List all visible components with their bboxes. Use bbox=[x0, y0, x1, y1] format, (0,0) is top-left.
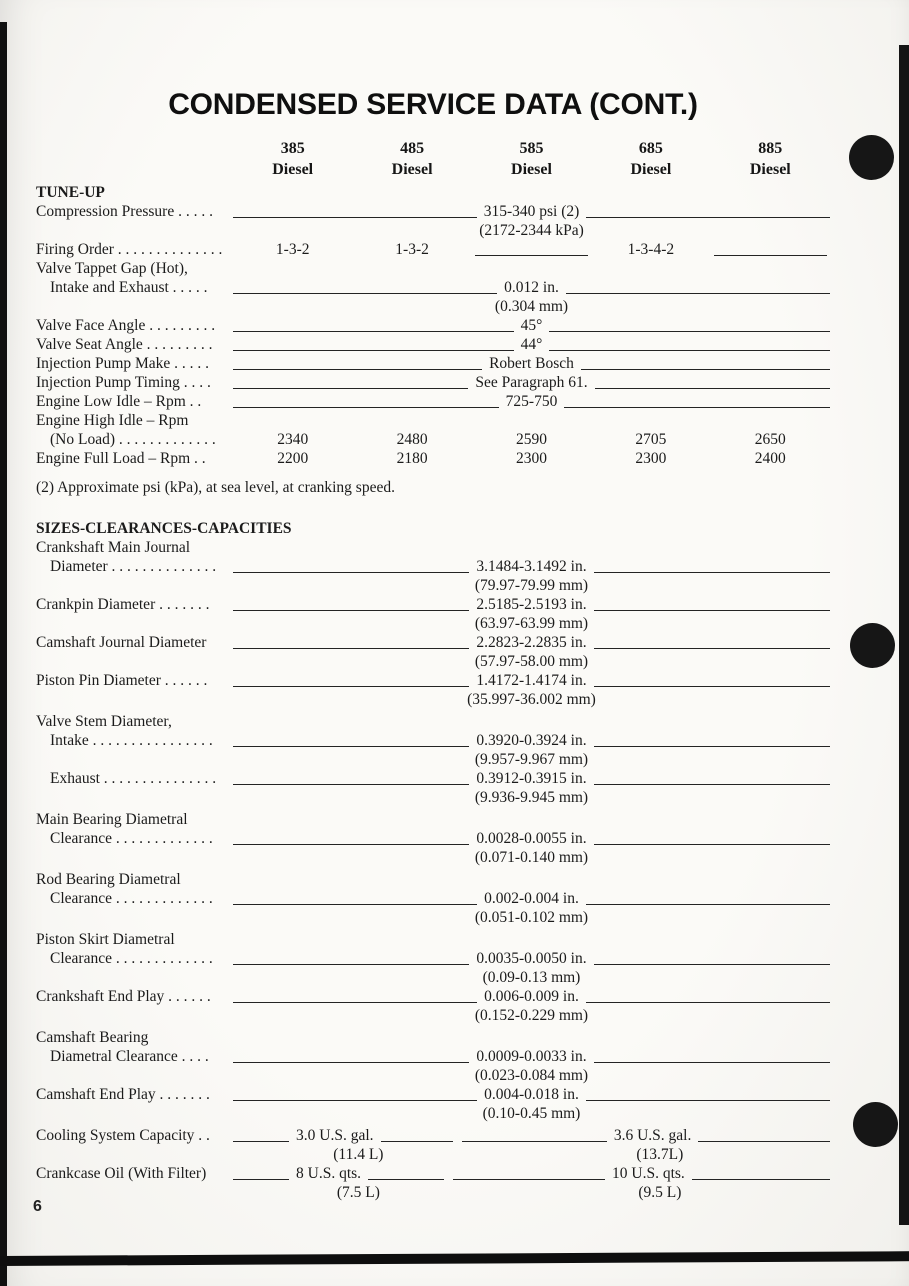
metric-value: (7.5 L) bbox=[336, 1184, 380, 1201]
table-row bbox=[36, 259, 830, 278]
table-row bbox=[36, 373, 830, 392]
metric-value: (57.97-58.00 mm) bbox=[474, 653, 589, 670]
row-label bbox=[36, 908, 233, 927]
row-values bbox=[233, 392, 830, 411]
table-row bbox=[36, 1145, 830, 1164]
row-value: 8 U.S. qts. bbox=[296, 1165, 362, 1182]
row-values bbox=[233, 1085, 830, 1104]
service-data-table bbox=[36, 183, 830, 1202]
row-value: 0.0035-0.0050 in. bbox=[476, 950, 587, 967]
row-label bbox=[36, 788, 233, 807]
row-label bbox=[36, 1183, 233, 1202]
table-row bbox=[36, 1047, 830, 1066]
table-cell: 2650 bbox=[754, 431, 786, 448]
table-row bbox=[36, 769, 830, 788]
binder-hole-icon bbox=[850, 623, 895, 668]
table-row bbox=[36, 908, 830, 927]
column-header bbox=[591, 138, 710, 180]
table-cell: 1-3-2 bbox=[275, 241, 310, 258]
fill-rule bbox=[233, 350, 514, 351]
table-row bbox=[36, 652, 830, 671]
row-value: 0.012 in. bbox=[504, 279, 559, 296]
row-values bbox=[233, 731, 830, 750]
row-values bbox=[233, 240, 830, 259]
row-values bbox=[233, 1183, 830, 1202]
table-row bbox=[36, 538, 830, 557]
metric-value: (0.09-0.13 mm) bbox=[482, 969, 581, 986]
row-values bbox=[233, 968, 830, 987]
metric-value: (9.936-9.945 mm) bbox=[474, 789, 589, 806]
row-value: 0.004-0.018 in. bbox=[484, 1086, 579, 1103]
row-value: 0.3920-0.3924 in. bbox=[476, 732, 587, 749]
fill-rule bbox=[381, 1141, 453, 1142]
fill-rule bbox=[233, 1100, 477, 1101]
fill-rule bbox=[594, 1062, 830, 1063]
row-value: 2.5185-2.5193 in. bbox=[476, 596, 587, 613]
row-values bbox=[233, 1006, 830, 1025]
fill-rule bbox=[594, 964, 830, 965]
row-label bbox=[36, 221, 233, 240]
table-row bbox=[36, 1085, 830, 1104]
table-row bbox=[36, 430, 830, 449]
fill-rule bbox=[233, 746, 469, 747]
row-value: 0.002-0.004 in. bbox=[484, 890, 579, 907]
row-value: 3.6 U.S. gal. bbox=[613, 1127, 692, 1144]
row-label: Cooling System Capacity . . bbox=[36, 1127, 210, 1144]
fill-rule bbox=[233, 1179, 289, 1180]
column-header bbox=[472, 138, 591, 180]
table-row bbox=[36, 690, 830, 709]
row-values bbox=[233, 949, 830, 968]
row-values bbox=[233, 354, 830, 373]
row-values bbox=[233, 889, 830, 908]
row-label bbox=[36, 848, 233, 867]
binder-hole-icon bbox=[849, 135, 894, 180]
table-row bbox=[36, 848, 830, 867]
section-heading bbox=[36, 183, 830, 202]
row-label: Engine High Idle – Rpm bbox=[36, 412, 189, 429]
metric-value: (0.10-0.45 mm) bbox=[482, 1105, 581, 1122]
fill-rule bbox=[549, 350, 830, 351]
row-label: Firing Order . . . . . . . . . . . . . . bbox=[36, 241, 223, 258]
fill-rule bbox=[233, 217, 477, 218]
fill-rule bbox=[233, 1002, 477, 1003]
column-header-spacer bbox=[36, 138, 233, 180]
row-label: Diametral Clearance . . . . bbox=[50, 1048, 209, 1065]
fill-rule bbox=[594, 784, 830, 785]
section-label: SIZES-CLEARANCES-CAPACITIES bbox=[36, 520, 292, 537]
row-label: Engine Low Idle – Rpm . . bbox=[36, 393, 202, 410]
row-values bbox=[233, 987, 830, 1006]
column-model-label: 685 bbox=[638, 140, 663, 157]
fill-rule bbox=[233, 964, 469, 965]
metric-value: (0.051-0.102 mm) bbox=[474, 909, 589, 926]
row-label: Piston Pin Diameter . . . . . . bbox=[36, 672, 208, 689]
fill-rule bbox=[564, 407, 830, 408]
fill-rule bbox=[233, 648, 469, 649]
table-row bbox=[36, 810, 830, 829]
table-row bbox=[36, 949, 830, 968]
metric-value: (0.152-0.229 mm) bbox=[474, 1007, 589, 1024]
fill-rule bbox=[233, 331, 514, 332]
row-label: Exhaust . . . . . . . . . . . . . . . bbox=[50, 770, 217, 787]
metric-value: (9.957-9.967 mm) bbox=[474, 751, 589, 768]
row-label bbox=[36, 1145, 233, 1164]
table-row bbox=[36, 297, 830, 316]
row-label: Intake and Exhaust . . . . . bbox=[50, 279, 208, 296]
row-label: Crankshaft End Play . . . . . . bbox=[36, 988, 211, 1005]
row-label: Intake . . . . . . . . . . . . . . . . bbox=[50, 732, 213, 749]
fill-rule bbox=[233, 388, 468, 389]
fill-rule bbox=[453, 1179, 605, 1180]
fill-rule bbox=[714, 255, 827, 256]
table-row bbox=[36, 750, 830, 769]
table-cell: 2300 bbox=[515, 450, 547, 467]
section-heading bbox=[36, 519, 830, 538]
column-fuel-label: Diesel bbox=[511, 161, 552, 178]
table-cell: 2340 bbox=[277, 431, 309, 448]
fill-rule bbox=[233, 293, 497, 294]
column-header-grid bbox=[233, 138, 830, 180]
table-row bbox=[36, 968, 830, 987]
table-row bbox=[36, 1126, 830, 1145]
row-value: 0.0028-0.0055 in. bbox=[476, 830, 587, 847]
metric-value: (13.7L) bbox=[636, 1146, 684, 1163]
fill-rule bbox=[233, 407, 499, 408]
page-number: 6 bbox=[33, 1198, 42, 1215]
fill-rule bbox=[233, 904, 477, 905]
fill-rule bbox=[475, 255, 588, 256]
table-row bbox=[36, 576, 830, 595]
fill-rule bbox=[595, 388, 830, 389]
row-label: Crankshaft Main Journal bbox=[36, 539, 191, 556]
metric-value: (11.4 L) bbox=[333, 1146, 384, 1163]
table-row bbox=[36, 240, 830, 259]
column-fuel-label: Diesel bbox=[749, 161, 791, 178]
row-values bbox=[233, 221, 830, 240]
row-label: Rod Bearing Diametral bbox=[36, 871, 181, 888]
row-label: Valve Stem Diameter, bbox=[36, 713, 172, 730]
fill-rule bbox=[233, 1141, 289, 1142]
fill-rule bbox=[233, 572, 469, 573]
row-value: See Paragraph 61. bbox=[475, 374, 588, 391]
row-label bbox=[36, 652, 233, 671]
column-header bbox=[711, 138, 830, 180]
page-content bbox=[36, 0, 830, 1202]
table-row bbox=[36, 633, 830, 652]
table-row bbox=[36, 1006, 830, 1025]
row-label: (No Load) . . . . . . . . . . . . . bbox=[50, 431, 216, 448]
row-value: 315-340 psi (2) bbox=[483, 203, 580, 220]
table-row bbox=[36, 278, 830, 297]
fill-rule bbox=[462, 1141, 607, 1142]
fill-rule bbox=[233, 784, 469, 785]
fill-rule bbox=[586, 217, 830, 218]
row-values bbox=[233, 316, 830, 335]
row-value: 2.2823-2.2835 in. bbox=[476, 634, 587, 651]
row-values bbox=[233, 557, 830, 576]
row-values bbox=[233, 829, 830, 848]
row-label bbox=[36, 1104, 233, 1123]
metric-value: (0.071-0.140 mm) bbox=[474, 849, 589, 866]
fill-rule bbox=[368, 1179, 444, 1180]
table-row bbox=[36, 731, 830, 750]
row-values bbox=[233, 430, 830, 449]
table-row bbox=[36, 712, 830, 731]
fill-rule bbox=[581, 369, 830, 370]
row-values bbox=[233, 1066, 830, 1085]
row-label bbox=[36, 1006, 233, 1025]
row-label bbox=[36, 1066, 233, 1085]
column-model-label: 885 bbox=[758, 140, 783, 157]
row-label: Crankpin Diameter . . . . . . . bbox=[36, 596, 210, 613]
row-values bbox=[233, 373, 830, 392]
fill-rule bbox=[549, 331, 830, 332]
table-row bbox=[36, 557, 830, 576]
scan-edge-right bbox=[899, 45, 909, 1225]
row-value: 1.4172-1.4174 in. bbox=[476, 672, 587, 689]
row-label bbox=[36, 297, 233, 316]
row-values bbox=[233, 202, 830, 221]
fill-rule bbox=[698, 1141, 830, 1142]
row-value: 10 U.S. qts. bbox=[612, 1165, 685, 1182]
row-values bbox=[233, 1047, 830, 1066]
row-value: 0.006-0.009 in. bbox=[484, 988, 579, 1005]
row-value: 3.1484-3.1492 in. bbox=[476, 558, 587, 575]
row-values bbox=[233, 1104, 830, 1123]
page-title: CONDENSED SERVICE DATA (CONT.) bbox=[168, 88, 698, 121]
row-values bbox=[233, 335, 830, 354]
scan-edge-left bbox=[0, 22, 7, 1286]
row-values bbox=[233, 1126, 830, 1145]
table-cell: 2180 bbox=[396, 450, 428, 467]
fill-rule bbox=[566, 293, 830, 294]
fill-rule bbox=[586, 1100, 830, 1101]
table-cell: 2705 bbox=[635, 431, 667, 448]
fill-rule bbox=[594, 610, 830, 611]
table-row bbox=[36, 788, 830, 807]
fill-rule bbox=[586, 1002, 830, 1003]
table-row bbox=[36, 671, 830, 690]
table-row bbox=[36, 316, 830, 335]
table-row bbox=[36, 930, 830, 949]
table-cell: 2400 bbox=[754, 450, 786, 467]
fill-rule bbox=[594, 648, 830, 649]
row-values bbox=[233, 633, 830, 652]
row-values bbox=[233, 1145, 830, 1164]
fill-rule bbox=[233, 369, 482, 370]
table-row bbox=[36, 202, 830, 221]
fill-rule bbox=[233, 1062, 469, 1063]
row-label: Clearance . . . . . . . . . . . . . bbox=[50, 950, 213, 967]
column-fuel-label: Diesel bbox=[630, 161, 672, 178]
row-value: 725-750 bbox=[505, 393, 558, 410]
row-values bbox=[233, 769, 830, 788]
row-label: Camshaft Journal Diameter bbox=[36, 634, 207, 651]
column-model-label: 585 bbox=[519, 140, 544, 157]
row-value: 45° bbox=[520, 317, 543, 334]
section-label: TUNE-UP bbox=[36, 184, 105, 201]
row-label bbox=[36, 690, 233, 709]
row-label bbox=[36, 576, 233, 595]
fill-rule bbox=[586, 904, 830, 905]
fill-rule bbox=[233, 610, 469, 611]
column-model-label: 485 bbox=[400, 140, 425, 157]
fill-rule bbox=[692, 1179, 830, 1180]
row-value: 44° bbox=[520, 336, 543, 353]
metric-value: (63.97-63.99 mm) bbox=[474, 615, 589, 632]
table-row bbox=[36, 1183, 830, 1202]
table-cell: 2480 bbox=[396, 431, 428, 448]
row-values bbox=[233, 576, 830, 595]
row-label: Injection Pump Timing . . . . bbox=[36, 374, 211, 391]
row-values bbox=[233, 595, 830, 614]
metric-value: (0.304 mm) bbox=[494, 298, 569, 315]
metric-value: (0.023-0.084 mm) bbox=[474, 1067, 589, 1084]
table-row bbox=[36, 1104, 830, 1123]
fill-rule bbox=[233, 844, 469, 845]
row-label: Crankcase Oil (With Filter) bbox=[36, 1165, 207, 1182]
row-values bbox=[233, 690, 830, 709]
table-cell: 2590 bbox=[515, 431, 547, 448]
fill-rule bbox=[594, 686, 830, 687]
column-headers bbox=[36, 138, 830, 180]
column-fuel-label: Diesel bbox=[272, 161, 314, 178]
metric-value: (79.97-79.99 mm) bbox=[474, 577, 589, 594]
row-values bbox=[233, 1164, 830, 1183]
column-header bbox=[233, 138, 352, 180]
table-row bbox=[36, 987, 830, 1006]
row-values bbox=[233, 297, 830, 316]
column-model-label: 385 bbox=[280, 140, 305, 157]
column-header bbox=[352, 138, 471, 180]
table-row bbox=[36, 335, 830, 354]
table-row bbox=[36, 829, 830, 848]
table-row bbox=[36, 392, 830, 411]
binder-hole-icon bbox=[853, 1102, 898, 1147]
row-label bbox=[36, 968, 233, 987]
row-label: Diameter . . . . . . . . . . . . . . bbox=[50, 558, 217, 575]
row-values bbox=[233, 908, 830, 927]
metric-value: (35.997-36.002 mm) bbox=[467, 691, 596, 708]
row-label: Compression Pressure . . . . . bbox=[36, 203, 213, 220]
row-label bbox=[36, 750, 233, 769]
row-value: 3.0 U.S. gal. bbox=[296, 1127, 374, 1144]
table-row bbox=[36, 614, 830, 633]
fill-rule bbox=[594, 572, 830, 573]
row-label: Camshaft End Play . . . . . . . bbox=[36, 1086, 210, 1103]
table-row bbox=[36, 1164, 830, 1183]
row-label: Valve Tappet Gap (Hot), bbox=[36, 260, 188, 277]
row-label: Injection Pump Make . . . . . bbox=[36, 355, 210, 372]
row-values bbox=[233, 614, 830, 633]
row-values bbox=[233, 671, 830, 690]
row-values bbox=[233, 848, 830, 867]
footnote: (2) Approximate psi (kPa), at sea level, at cranking speed. bbox=[36, 479, 395, 496]
row-label: Valve Face Angle . . . . . . . . . bbox=[36, 317, 216, 334]
row-label: Valve Seat Angle . . . . . . . . . bbox=[36, 336, 213, 353]
table-row bbox=[36, 595, 830, 614]
row-label: Main Bearing Diametral bbox=[36, 811, 188, 828]
table-row bbox=[36, 870, 830, 889]
row-value: 0.3912-0.3915 in. bbox=[476, 770, 587, 787]
table-row bbox=[36, 411, 830, 430]
table-row bbox=[36, 449, 830, 468]
metric-value: (2172-2344 kPa) bbox=[479, 222, 584, 239]
column-fuel-label: Diesel bbox=[391, 161, 433, 178]
row-value: 0.0009-0.0033 in. bbox=[476, 1048, 587, 1065]
row-value: Robert Bosch bbox=[489, 355, 574, 372]
table-row bbox=[36, 354, 830, 373]
table-row bbox=[36, 1028, 830, 1047]
row-label: Clearance . . . . . . . . . . . . . bbox=[50, 830, 213, 847]
row-values bbox=[233, 652, 830, 671]
table-row bbox=[36, 889, 830, 908]
row-label: Engine Full Load – Rpm . . bbox=[36, 450, 206, 467]
row-values bbox=[233, 788, 830, 807]
row-values bbox=[233, 278, 830, 297]
row-values bbox=[233, 449, 830, 468]
table-cell: 2200 bbox=[277, 450, 309, 467]
row-label: Clearance . . . . . . . . . . . . . bbox=[50, 890, 213, 907]
row-label bbox=[36, 614, 233, 633]
row-label: Piston Skirt Diametral bbox=[36, 931, 175, 948]
table-cell: 1-3-2 bbox=[395, 241, 429, 258]
table-cell: 1-3-4-2 bbox=[627, 241, 675, 258]
metric-value: (9.5 L) bbox=[638, 1184, 682, 1201]
table-cell: 2300 bbox=[635, 450, 667, 467]
scan-edge-bottom bbox=[0, 1251, 909, 1266]
table-row bbox=[36, 1066, 830, 1085]
fill-rule bbox=[233, 686, 469, 687]
table-row bbox=[36, 221, 830, 240]
row-values bbox=[233, 750, 830, 769]
fill-rule bbox=[594, 746, 830, 747]
row-label: Camshaft Bearing bbox=[36, 1029, 149, 1046]
fill-rule bbox=[594, 844, 830, 845]
